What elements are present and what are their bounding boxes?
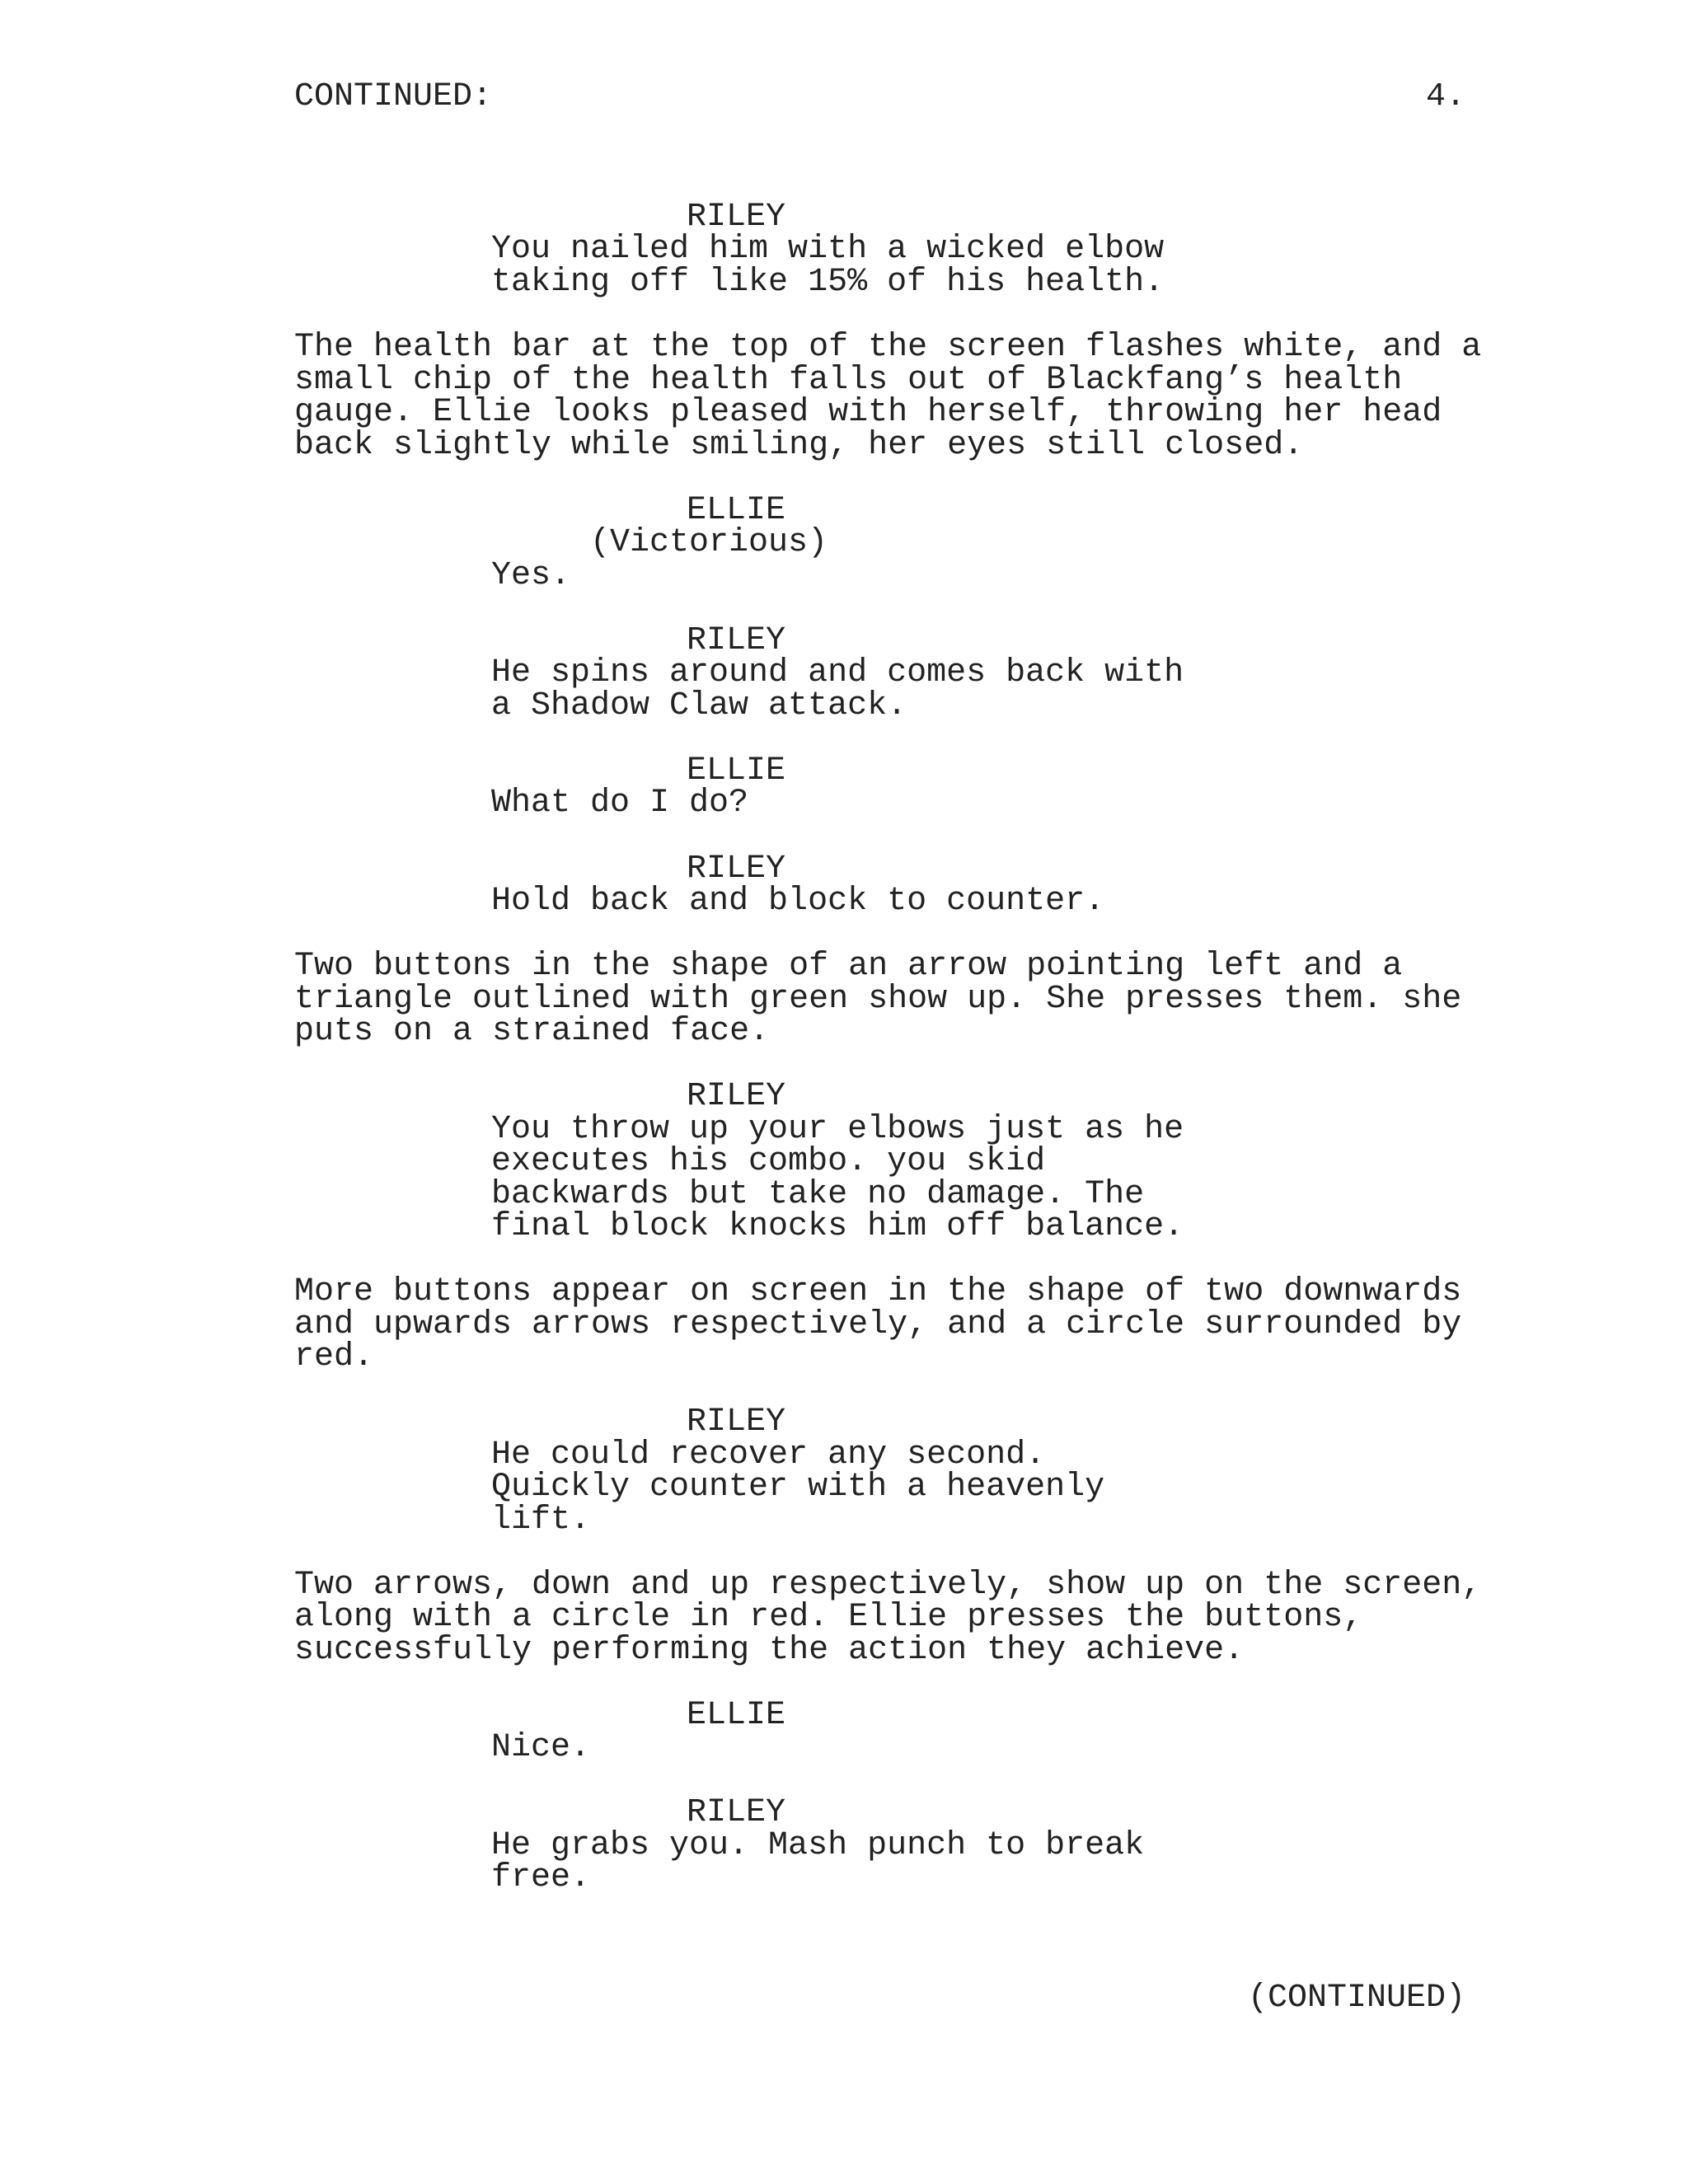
action-line: successfully performing the action they achieve. [294, 1632, 1245, 1669]
character-name: RILEY [687, 622, 786, 659]
dialogue-line: You throw up your elbows just as he [491, 1111, 1184, 1148]
action-line: red. [294, 1338, 374, 1376]
action-line: small chip of the health falls out of Blackfang’s health [294, 362, 1403, 399]
character-name: RILEY [687, 1404, 786, 1441]
action-line: along with a circle in red. Ellie presses the buttons, [294, 1599, 1363, 1636]
action-line: The health bar at the top of the screen flashes white, and a [294, 329, 1482, 366]
dialogue-line: executes his combo. you skid [491, 1143, 1046, 1180]
action-line: and upwards arrows respectively, and a circle surrounded by [294, 1306, 1462, 1343]
dialogue-line: Quickly counter with a heavenly [491, 1469, 1105, 1506]
dialogue-line: lift. [491, 1502, 591, 1539]
dialogue-line: Yes. [491, 557, 571, 594]
action-line: Two arrows, down and up respectively, show up on the screen, [294, 1567, 1482, 1604]
action-line: back slightly while smiling, her eyes still closed. [294, 427, 1304, 464]
action-line: gauge. Ellie looks pleased with herself, throwing her head [294, 394, 1442, 431]
dialogue-line: Nice. [491, 1729, 591, 1766]
character-name: ELLIE [687, 492, 786, 529]
action-line: puts on a strained face. [294, 1013, 770, 1050]
dialogue-line: free. [491, 1859, 591, 1896]
dialogue-line: You nailed him with a wicked elbow [491, 231, 1165, 268]
dialogue-line: Hold back and block to counter. [491, 883, 1105, 920]
dialogue-line: final block knocks him off balance. [491, 1208, 1184, 1245]
dialogue-line: taking off like 15% of his health. [491, 264, 1165, 301]
action-line: triangle outlined with green show up. She presses them. she [294, 981, 1462, 1018]
dialogue-line: He grabs you. Mash punch to break [491, 1827, 1145, 1864]
continued-footer: (CONTINUED) [1247, 1980, 1465, 2017]
character-name: ELLIE [687, 1697, 786, 1734]
dialogue-line: What do I do? [491, 785, 749, 822]
parenthetical: (Victorious) [590, 524, 828, 561]
character-name: RILEY [687, 1078, 786, 1115]
character-name: RILEY [687, 1794, 786, 1831]
character-name: RILEY [687, 199, 786, 236]
action-line: Two buttons in the shape of an arrow pointing left and a [294, 948, 1403, 985]
action-line: More buttons appear on screen in the shape of two downwards [294, 1273, 1462, 1310]
dialogue-line: a Shadow Claw attack. [491, 687, 907, 724]
character-name: ELLIE [687, 752, 786, 790]
page-number: 4. [1425, 78, 1465, 115]
dialogue-line: He could recover any second. [491, 1436, 1046, 1474]
character-name: RILEY [687, 851, 786, 888]
dialogue-line: He spins around and comes back with [491, 654, 1184, 691]
continued-header: CONTINUED: [294, 78, 493, 115]
dialogue-line: backwards but take no damage. The [491, 1176, 1145, 1213]
